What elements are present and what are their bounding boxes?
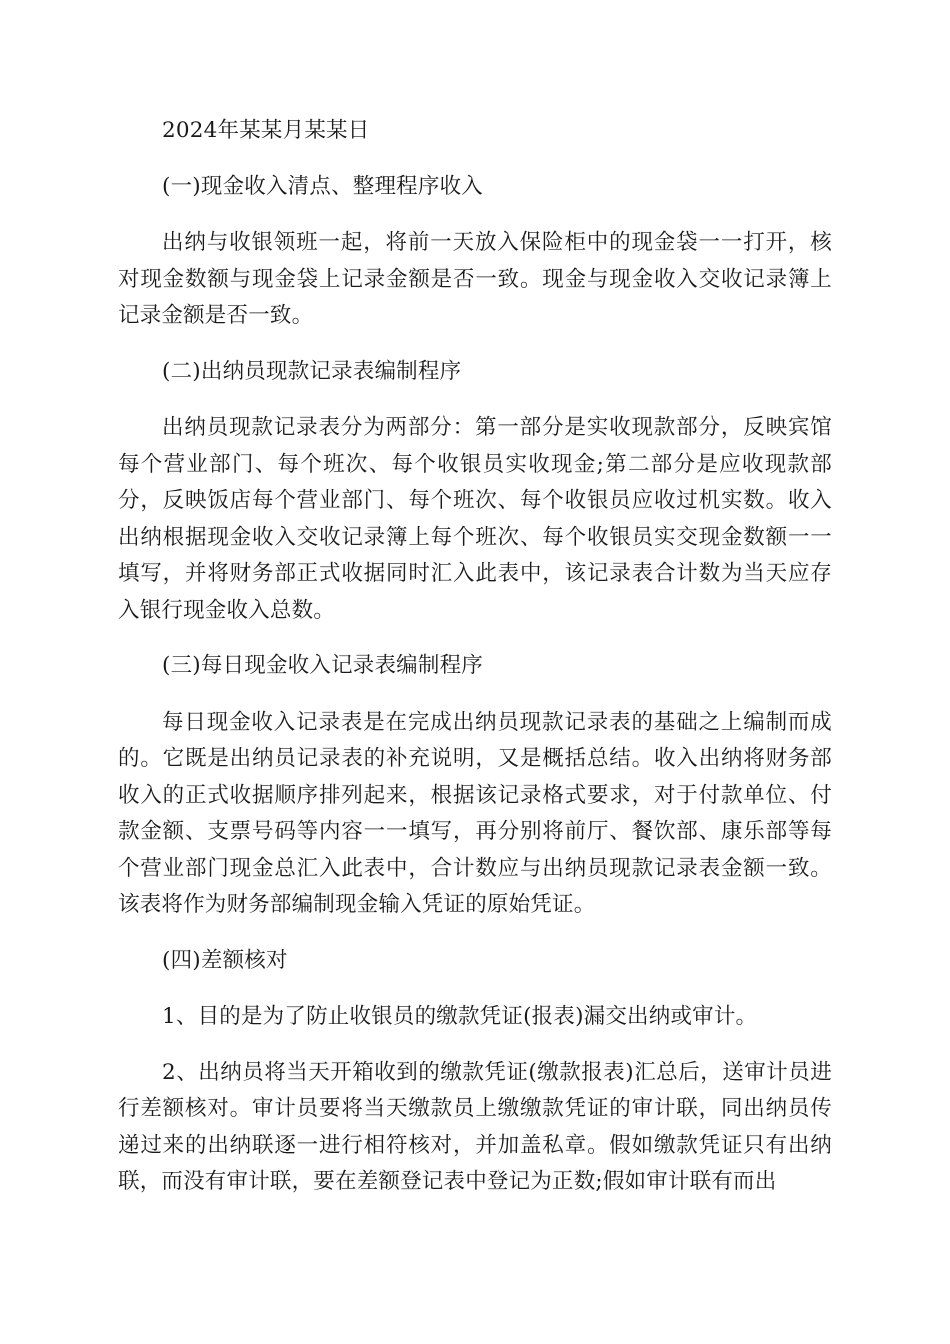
- section-body-4b: 2、出纳员将当天开箱收到的缴款凭证(缴款报表)汇总后，送审计员进行差额核对。审计员要将当天缴款员上缴缴款凭证的审计联，同出纳员传递过来的出纳联逐一进行相符核对，并加盖私章。假如缴款凭证只有出纳联，而没有审计联，要在差额登记表中登记为正数;假如审计联有而出: [118, 1059, 832, 1194]
- section-body-1: 出纳与收银领班一起，将前一天放入保险柜中的现金袋一一打开，核对现金数额与现金袋上记录金额是否一致。现金与现金收入交收记录簿上记录金额是否一致。: [118, 230, 832, 328]
- section-heading-4: (四)差额核对: [162, 947, 288, 973]
- section-heading-1: (一)现金收入清点、整理程序收入: [162, 173, 483, 199]
- document-date: 2024年某某月某某日: [162, 118, 370, 143]
- section-body-3: 每日现金收入记录表是在完成出纳员现款记录表的基础之上编制而成的。它既是出纳员记录表的补充说明，又是概括总结。收入出纳将财务部收入的正式收据顺序排列起来，根据该记录格式要求，对于付款单位、付款金额、支票号码等内容一一填写，再分别将前厅、餐饮部、康乐部等每个营业部门现金总汇入此表中，合计数应与出纳员现款记录表金额一致。该表将作为财务部编制现金输入凭证的原始凭证。: [118, 709, 832, 917]
- section-body-4a: 1、目的是为了防止收银员的缴款凭证(报表)漏交出纳或审计。: [162, 1004, 758, 1029]
- section-heading-3: (三)每日现金收入记录表编制程序: [162, 653, 483, 678]
- section-body-2: 出纳员现款记录表分为两部分：第一部分是实收现款部分，反映宾馆每个营业部门、每个班次、每个收银员实收现金;第二部分是应收现款部分，反映饭店每个营业部门、每个班次、每个收银员应收过机实数。收入出纳根据现金收入交收记录簿上每个班次、每个收银员实交现金数额一一填写，并将财务部正式收据同时汇入此表中，该记录表合计数为当天应存入银行现金收入总数。: [118, 415, 832, 623]
- section-heading-2: (二)出纳员现款记录表编制程序: [162, 358, 462, 384]
